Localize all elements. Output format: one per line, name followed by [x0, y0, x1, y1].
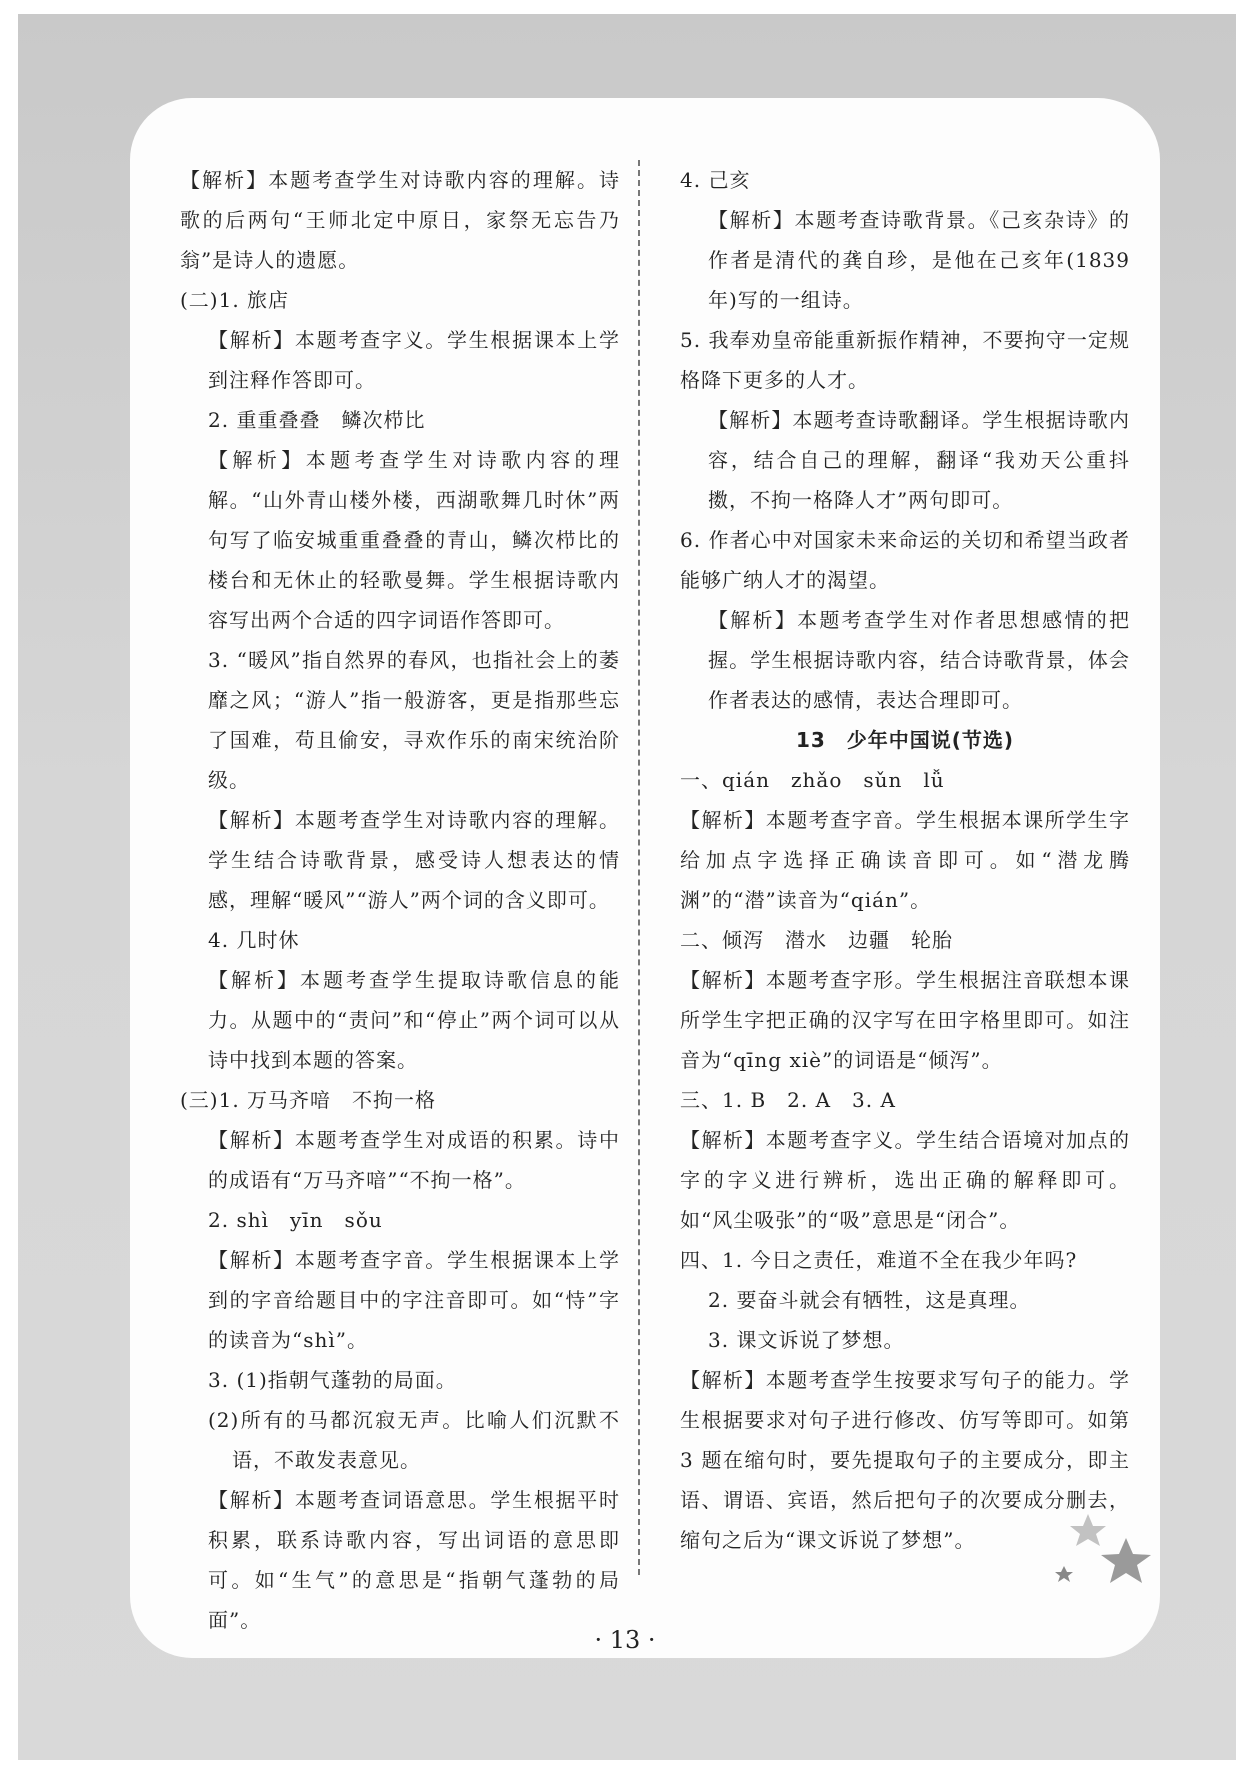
right-column	[680, 160, 1130, 1560]
answer-analysis: 【解析】本题考查学生对诗歌内容的理解。诗歌的后两句“王师北定中原日，家祭无忘告乃翁”是诗人的遗愿。	[180, 168, 620, 272]
answer-analysis: 【解析】本题考查字音。学生根据课本上学到的字音给题目中的字注音即可。如“恃”字的读音为“shì”。	[208, 1248, 620, 1352]
answer-analysis: 【解析】本题考查字形。学生根据注音联想本课所学生字把正确的汉字写在田字格里即可。如注音为“qīng xiè”的词语是“倾泻”。	[680, 968, 1130, 1072]
answer-item: 二、倾泻 潜水 边疆 轮胎	[680, 928, 953, 952]
answer-analysis: 【解析】本题考查学生提取诗歌信息的能力。从题中的“责问”和“停止”两个词可以从诗中找到本题的答案。	[208, 968, 620, 1072]
answer-analysis: 【解析】本题考查诗歌背景。《己亥杂诗》的作者是清代的龚自珍，是他在己亥年(1839 年)写的一组诗。	[708, 208, 1130, 312]
answer-item: 2. shì yīn sǒu	[208, 1208, 383, 1232]
answer-item: 三、1. B 2. A 3. A	[680, 1088, 896, 1112]
answer-item: (二)1. 旅店	[180, 288, 290, 312]
answer-item: 一、qián zhǎo sǔn lǚ	[680, 768, 945, 792]
answer-item: 4. 己亥	[680, 168, 751, 192]
page-number: · 13 ·	[594, 1626, 656, 1654]
answer-analysis: 【解析】本题考查学生对成语的积累。诗中的成语有“万马齐喑”“不拘一格”。	[208, 1128, 620, 1192]
answer-item: 5. 我奉劝皇帝能重新振作精神，不要拘守一定规格降下更多的人才。	[680, 328, 1130, 392]
answer-analysis: 【解析】本题考查学生对作者思想感情的把握。学生根据诗歌内容，结合诗歌背景，体会作者表达的感情，表达合理即可。	[708, 608, 1130, 712]
answer-analysis: 【解析】本题考查字义。学生根据课本上学到注释作答即可。	[208, 328, 620, 392]
answer-analysis: 【解析】本题考查诗歌翻译。学生根据诗歌内容，结合自己的理解，翻译“我劝天公重抖擞，不拘一格降人才”两句即可。	[708, 408, 1130, 512]
answer-item: 2. 重重叠叠 鳞次栉比	[208, 408, 426, 432]
answer-item: (三)1. 万马齐喑 不拘一格	[180, 1088, 437, 1112]
answer-item: 四、1. 今日之责任，难道不全在我少年吗?	[680, 1248, 1078, 1272]
answer-item: 4. 几时休	[208, 928, 300, 952]
answer-item: 3. 课文诉说了梦想。	[708, 1328, 905, 1352]
answer-item: 2. 要奋斗就会有牺牲，这是真理。	[708, 1288, 1031, 1312]
answer-item: (2)所有的马都沉寂无声。比喻人们沉默不语，不敢发表意见。	[208, 1408, 620, 1472]
answer-analysis: 【解析】本题考查字音。学生根据本课所学生字给加点字选择正确读音即可。如“潜龙腾渊”的“潜”读音为“qián”。	[680, 808, 1130, 912]
answer-item: 3. (1)指朝气蓬勃的局面。	[208, 1368, 457, 1392]
answer-analysis: 【解析】本题考查学生按要求写句子的能力。学生根据要求对句子进行修改、仿写等即可。如第 3 题在缩句时，要先提取句子的主要成分，即主语、谓语、宾语，然后把句子的次要成分删去，缩句之后为“课文诉说了梦想”。	[680, 1368, 1130, 1552]
answer-analysis: 【解析】本题考查学生对诗歌内容的理解。“山外青山楼外楼，西湖歌舞几时休”两句写了临安城重重叠叠的青山，鳞次栉比的楼台和无休止的轻歌曼舞。学生根据诗歌内容写出两个合适的四字词语作答即可。	[208, 448, 620, 632]
column-divider	[638, 160, 640, 1575]
answer-item: 6. 作者心中对国家未来命运的关切和希望当政者能够广纳人才的渴望。	[680, 528, 1130, 592]
left-column	[180, 160, 620, 1640]
answer-analysis: 【解析】本题考查学生对诗歌内容的理解。学生结合诗歌背景，感受诗人想表达的情感，理解“暖风”“游人”两个词的含义即可。	[208, 808, 620, 912]
section-title: 13 少年中国说(节选)	[795, 728, 1015, 752]
star-decoration-icon	[1048, 1508, 1158, 1588]
answer-analysis: 【解析】本题考查词语意思。学生根据平时积累，联系诗歌内容，写出词语的意思即可。如“生气”的意思是“指朝气蓬勃的局面”。	[208, 1488, 620, 1632]
answer-analysis: 【解析】本题考查字义。学生结合语境对加点的字的字义进行辨析，选出正确的解释即可。如“风尘吸张”的“吸”意思是“闭合”。	[680, 1128, 1130, 1232]
answer-item: 3. “暖风”指自然界的春风，也指社会上的萎靡之风；“游人”指一般游客，更是指那些忘了国难，苟且偷安，寻欢作乐的南宋统治阶级。	[208, 648, 620, 792]
